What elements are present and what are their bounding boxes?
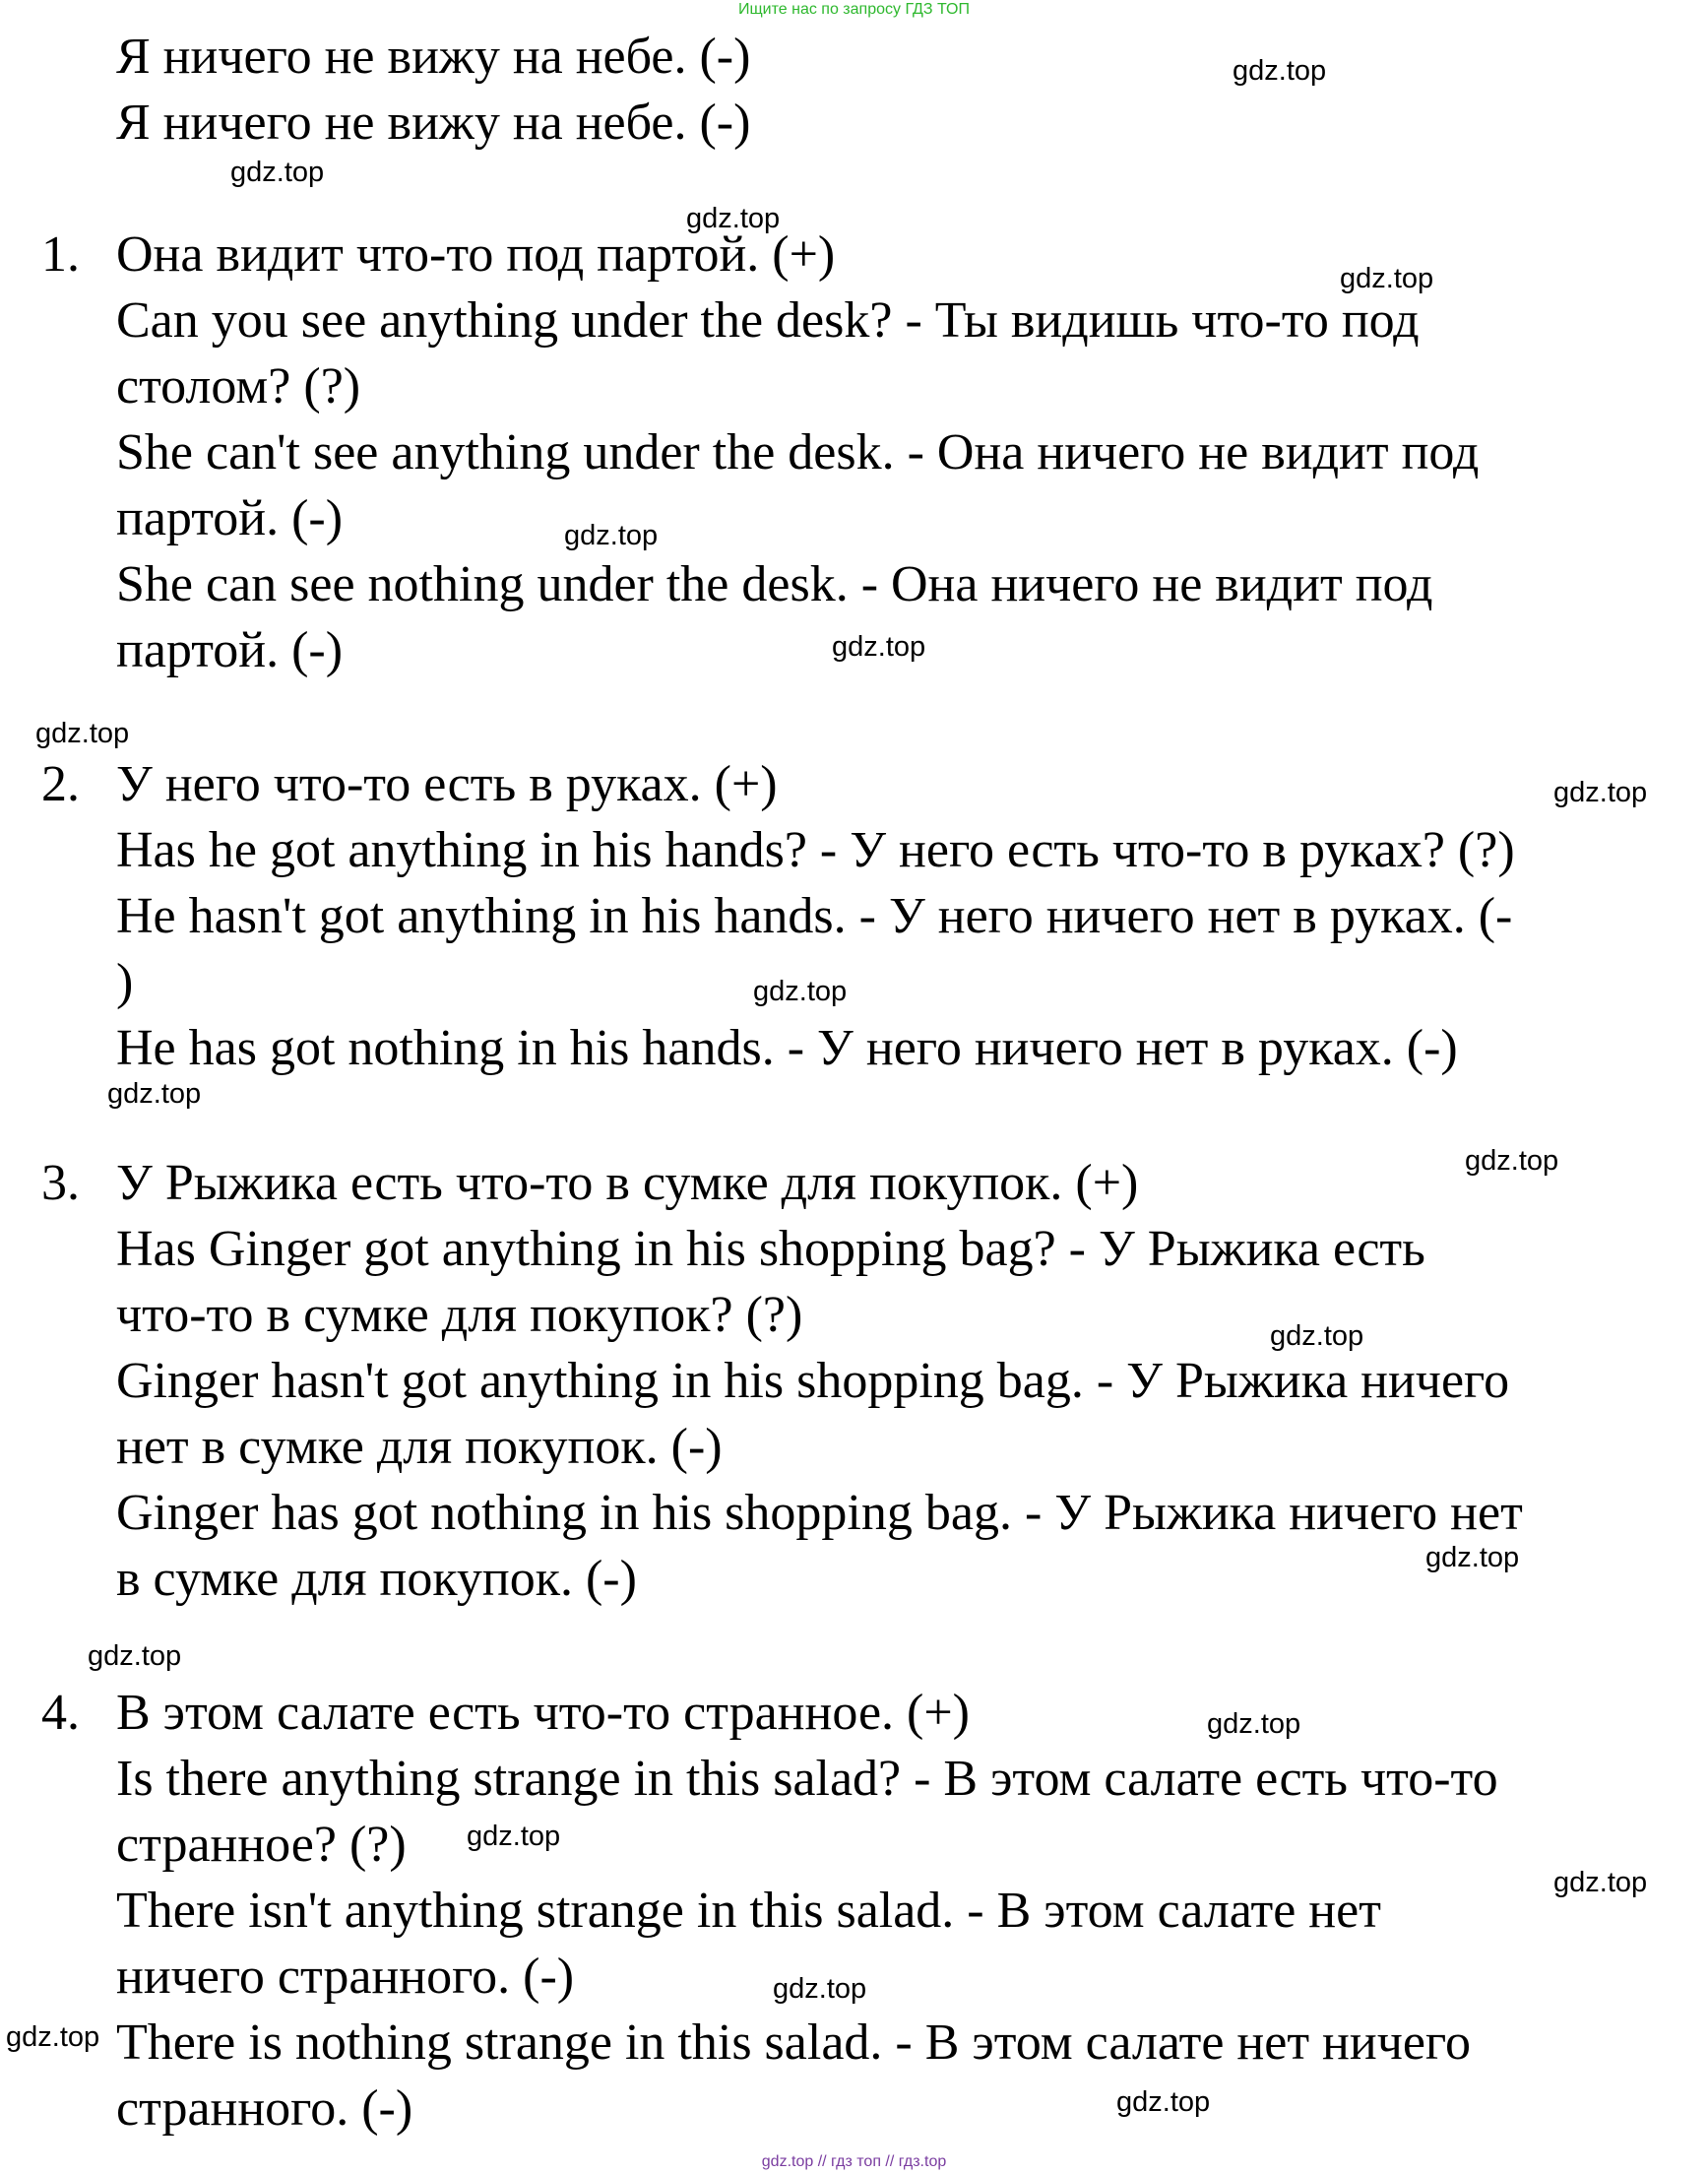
item-line: У Рыжика есть что-то в сумке для покупок. (+) bbox=[116, 1155, 1139, 1211]
item-number: 2. bbox=[41, 756, 80, 812]
watermark: gdz.top bbox=[6, 2021, 100, 2053]
item-line: Can you see anything under the desk? - Ты видишь что-то под bbox=[116, 292, 1420, 349]
watermark: gdz.top bbox=[107, 1078, 202, 1110]
bottom-footer: gdz.top // гдз топ // гдз.top bbox=[761, 2153, 947, 2170]
item-line: нет в сумке для покупок. (-) bbox=[116, 1419, 723, 1475]
watermark: gdz.top bbox=[1116, 2086, 1211, 2118]
item-line: Ginger hasn't got anything in his shopping bag. - У Рыжика ничего bbox=[116, 1353, 1510, 1409]
item-number: 1. bbox=[41, 226, 80, 283]
item-line: He hasn't got anything in his hands. - У него ничего нет в руках. (- bbox=[116, 888, 1513, 944]
item-number: 3. bbox=[41, 1155, 80, 1211]
watermark: gdz.top bbox=[1340, 263, 1434, 294]
watermark: gdz.top bbox=[773, 1973, 867, 2005]
watermark: gdz.top bbox=[1553, 777, 1648, 808]
watermark: gdz.top bbox=[230, 157, 325, 188]
watermark: gdz.top bbox=[1233, 55, 1327, 87]
item-line: He has got nothing in his hands. - У него ничего нет в руках. (-) bbox=[116, 1020, 1458, 1076]
intro-line: Я ничего не вижу на небе. (-) bbox=[116, 29, 751, 85]
item-line: партой. (-) bbox=[116, 622, 344, 678]
watermark: gdz.top bbox=[1270, 1320, 1364, 1352]
item-line: странного. (-) bbox=[116, 2080, 413, 2137]
watermark: gdz.top bbox=[832, 631, 926, 663]
watermark: gdz.top bbox=[564, 520, 659, 551]
watermark: gdz.top bbox=[1465, 1145, 1559, 1177]
item-line: There isn't anything strange in this salad. - В этом салате нет bbox=[116, 1883, 1381, 1939]
intro-line: Я ничего не вижу на небе. (-) bbox=[116, 95, 751, 151]
item-line: что-то в сумке для покупок? (?) bbox=[116, 1287, 803, 1343]
item-line: столом? (?) bbox=[116, 358, 361, 415]
item-line: странное? (?) bbox=[116, 1817, 407, 1873]
item-line: She can't see anything under the desk. - Она ничего не видит под bbox=[116, 424, 1480, 480]
item-line: She can see nothing under the desk. - Она ничего не видит под bbox=[116, 556, 1433, 612]
watermark: gdz.top bbox=[686, 203, 781, 234]
watermark: gdz.top bbox=[1425, 1542, 1520, 1573]
item-line: ) bbox=[116, 954, 134, 1010]
item-number: 4. bbox=[41, 1685, 80, 1741]
item-line: в сумке для покупок. (-) bbox=[116, 1551, 637, 1607]
item-line: В этом салате есть что-то странное. (+) bbox=[116, 1685, 970, 1741]
item-line: Is there anything strange in this salad? - В этом салате есть что-то bbox=[116, 1751, 1498, 1807]
watermark: gdz.top bbox=[35, 718, 130, 749]
item-line: Ginger has got nothing in his shopping bag. - У Рыжика ничего нет bbox=[116, 1485, 1523, 1541]
item-line: There is nothing strange in this salad. - В этом салате нет ничего bbox=[116, 2014, 1471, 2071]
watermark: gdz.top bbox=[753, 976, 848, 1007]
item-line: У него что-то есть в руках. (+) bbox=[116, 756, 778, 812]
item-line: Она видит что-то под партой. (+) bbox=[116, 226, 836, 283]
watermark: gdz.top bbox=[1207, 1708, 1301, 1740]
watermark: gdz.top bbox=[88, 1640, 182, 1672]
item-line: партой. (-) bbox=[116, 490, 344, 546]
top-banner: Ищите нас по запросу ГДЗ ТОП bbox=[738, 1, 970, 18]
item-line: Has he got anything in his hands? - У него есть что-то в руках? (?) bbox=[116, 822, 1515, 878]
item-line: Has Ginger got anything in his shopping bag? - У Рыжика есть bbox=[116, 1221, 1425, 1277]
watermark: gdz.top bbox=[1553, 1867, 1648, 1898]
watermark: gdz.top bbox=[467, 1821, 561, 1852]
item-line: ничего странного. (-) bbox=[116, 1949, 575, 2005]
